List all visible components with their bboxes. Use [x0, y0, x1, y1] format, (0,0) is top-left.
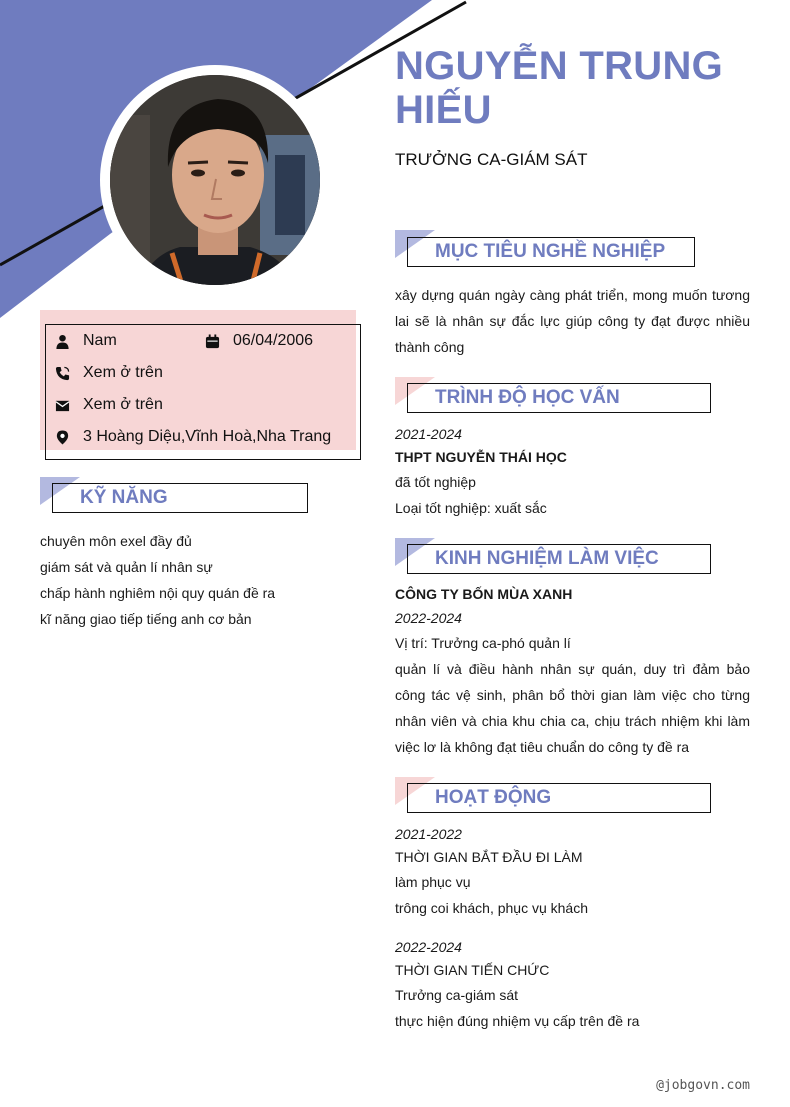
skills-title: KỸ NĂNG — [80, 487, 168, 508]
education-heading — [395, 377, 713, 417]
experience-heading — [395, 538, 713, 578]
candidate-role: TRƯỞNG CA-GIÁM SÁT — [395, 150, 588, 169]
phone-icon — [54, 365, 70, 381]
experience-description: quản lí và điều hành nhân sự quán, duy trì đảm bảo công tác vệ sinh, phân bổ thời gian làm việc cho từng nhân viên và chia khu chia ca, chịu trách nhiệm khi làm việc lơ là không đạt tiêu chuẩn do công ty đề ra — [395, 661, 750, 755]
email-value: Xem ở trên — [83, 396, 163, 413]
experience-position: Vị trí: Trưởng ca-phó quản lí — [395, 635, 571, 651]
education-school: THPT NGUYỄN THÁI HỌC — [395, 449, 567, 465]
activity-name: THỜI GIAN BẮT ĐẦU ĐI LÀM — [395, 849, 583, 865]
skill-item: kĩ năng giao tiếp tiếng anh cơ bản — [40, 611, 252, 627]
gender-row — [54, 332, 117, 350]
gender-value: Nam — [83, 332, 117, 349]
skill-item: chấp hành nghiêm nội quy quán đề ra — [40, 585, 276, 601]
skill-item: giám sát và quản lí nhân sự — [40, 559, 213, 575]
address-value: 3 Hoàng Diệu,Vĩnh Hoà,Nha Trang — [83, 428, 332, 445]
person-icon — [54, 333, 70, 349]
birthday-value: 06/04/2006 — [233, 332, 314, 349]
objective-title: MỤC TIÊU NGHỀ NGHIỆP — [435, 241, 666, 262]
education-grade: Loại tốt nghiệp: xuất sắc — [395, 500, 547, 516]
activities-heading — [395, 777, 713, 817]
activity-detail: thực hiện đúng nhiệm vụ cấp trên đề ra — [395, 1013, 640, 1029]
candidate-name: NGUYỄN TRUNG HIẾU — [395, 44, 724, 132]
avatar — [110, 75, 320, 285]
education-period: 2021-2024 — [395, 426, 462, 442]
activity-role: Trưởng ca-giám sát — [395, 987, 519, 1003]
education-status: đã tốt nghiệp — [395, 474, 476, 490]
phone-row — [54, 364, 163, 382]
experience-title: KINH NGHIỆM LÀM VIỆC — [435, 548, 659, 569]
objective-heading — [395, 230, 697, 270]
objective-text: xây dựng quán ngày càng phát triển, mong muốn tương lai sẽ là nhân sự đắc lực giúp công ty đạt được nhiều thành công — [395, 287, 750, 355]
activity-detail: trông coi khách, phục vụ khách — [395, 900, 589, 916]
phone-value: Xem ở trên — [83, 364, 163, 381]
calendar-icon — [204, 333, 220, 349]
activity-name: THỜI GIAN TIẾN CHỨC — [395, 962, 550, 978]
activity-period: 2021-2022 — [395, 826, 462, 842]
skill-item: chuyên môn exel đầy đủ — [40, 533, 192, 549]
experience-period: 2022-2024 — [395, 610, 462, 626]
address-row — [54, 428, 331, 446]
experience-company: CÔNG TY BỐN MÙA XANH — [395, 586, 573, 602]
location-pin-icon — [54, 429, 70, 445]
skills-heading — [40, 477, 310, 517]
activities-title: HOẠT ĐỘNG — [435, 787, 552, 808]
education-title: TRÌNH ĐỘ HỌC VẤN — [435, 387, 620, 408]
footer-watermark: @jobgovn.com — [656, 1078, 750, 1093]
birthday-row — [204, 332, 313, 350]
envelope-icon — [54, 397, 70, 413]
activity-role: làm phục vụ — [395, 874, 471, 890]
email-row — [54, 396, 163, 414]
activity-period: 2022-2024 — [395, 939, 462, 955]
